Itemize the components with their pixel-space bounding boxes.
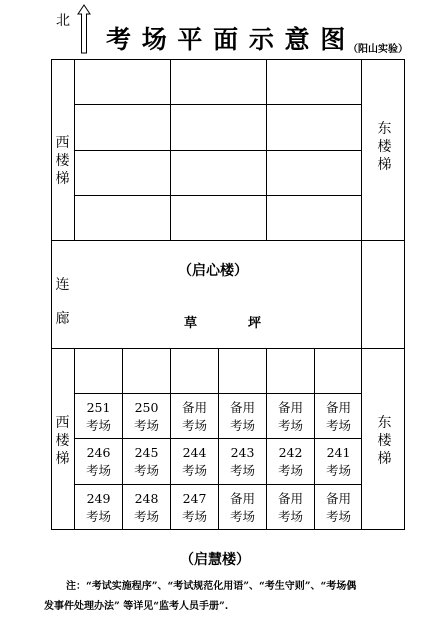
page-title: 考 场 平 面 示 意 图 bbox=[106, 25, 347, 54]
exam-room bbox=[171, 444, 218, 480]
note bbox=[44, 577, 424, 617]
exam-room-number: 备用 bbox=[277, 400, 303, 415]
exam-room-type: 考场 bbox=[133, 509, 159, 524]
exam-room-number: 备用 bbox=[229, 400, 255, 415]
exam-room-number: 备用 bbox=[229, 491, 255, 506]
exam-room-type: 考场 bbox=[325, 418, 351, 433]
exam-room-number: 备用 bbox=[277, 491, 303, 506]
exam-room-number: 247 bbox=[182, 491, 207, 506]
qixin-building-label: （启心楼） bbox=[178, 263, 248, 279]
exam-room bbox=[315, 399, 362, 435]
exam-room-number: 245 bbox=[134, 445, 159, 460]
exam-room-number: 249 bbox=[86, 491, 111, 506]
exam-room bbox=[267, 490, 314, 526]
exam-room-type: 考场 bbox=[133, 463, 159, 478]
exam-room-type: 考场 bbox=[181, 418, 207, 433]
west-stairs-south: 西楼梯 bbox=[55, 415, 70, 467]
exam-room bbox=[267, 399, 314, 435]
qihui-building-label: （启慧楼） bbox=[180, 552, 250, 568]
exam-room-number: 242 bbox=[278, 445, 303, 460]
exam-room bbox=[171, 399, 218, 435]
exam-room-number: 246 bbox=[86, 445, 111, 460]
exam-room-type: 考场 bbox=[229, 418, 255, 433]
exam-room-type: 考场 bbox=[85, 418, 111, 433]
corridor-label: 连廊 bbox=[55, 277, 70, 327]
lawn-label: 草 坪 bbox=[184, 316, 276, 331]
exam-room bbox=[171, 490, 218, 526]
exam-room-type: 考场 bbox=[181, 463, 207, 478]
exam-room-type: 考场 bbox=[133, 418, 159, 433]
exam-room-number: 备用 bbox=[325, 400, 351, 415]
exam-room-type: 考场 bbox=[277, 418, 303, 433]
exam-room-number: 备用 bbox=[325, 491, 351, 506]
exam-room-number: 248 bbox=[134, 491, 159, 506]
exam-room bbox=[219, 399, 266, 435]
exam-room bbox=[219, 444, 266, 480]
school-label: （阳山实验） bbox=[348, 44, 408, 55]
exam-room-type: 考场 bbox=[277, 463, 303, 478]
exam-room-type: 考场 bbox=[277, 509, 303, 524]
exam-room-type: 考场 bbox=[229, 463, 255, 478]
exam-room bbox=[315, 490, 362, 526]
east-stairs-south: 东楼梯 bbox=[377, 415, 392, 467]
exam-room-number: 251 bbox=[86, 400, 111, 415]
exam-room-type: 考场 bbox=[325, 463, 351, 478]
exam-room bbox=[219, 490, 266, 526]
exam-room bbox=[123, 444, 170, 480]
exam-room bbox=[267, 444, 314, 480]
exam-room bbox=[75, 444, 122, 480]
exam-room-type: 考场 bbox=[181, 509, 207, 524]
exam-room bbox=[75, 490, 122, 526]
west-stairs-north: 西楼梯 bbox=[55, 135, 70, 187]
exam-room-type: 考场 bbox=[325, 509, 351, 524]
exam-room-number: 备用 bbox=[181, 400, 207, 415]
exam-room-number: 243 bbox=[230, 445, 255, 460]
exam-room-type: 考场 bbox=[229, 509, 255, 524]
exam-room-type: 考场 bbox=[85, 463, 111, 478]
exam-room-number: 241 bbox=[326, 445, 351, 460]
exam-room bbox=[123, 490, 170, 526]
north-arrow-icon bbox=[77, 4, 91, 54]
east-stairs-north: 东楼梯 bbox=[377, 121, 392, 173]
note-label: 注 bbox=[66, 581, 76, 592]
exam-room bbox=[75, 399, 122, 435]
exam-room bbox=[123, 399, 170, 435]
exam-room-type: 考场 bbox=[85, 509, 111, 524]
note-line-1: ：“考试实施程序”、“考试规范化用语”、“考生守则”、“考场偶 bbox=[76, 581, 357, 592]
exam-room-number: 250 bbox=[134, 400, 159, 415]
north-label: 北 bbox=[56, 13, 70, 29]
classroom-grid-north bbox=[75, 60, 361, 240]
note-line-2: 发事件处理办法” 等详见“监考人员手册”. bbox=[44, 601, 229, 612]
exam-room-number: 244 bbox=[182, 445, 207, 460]
exam-room bbox=[315, 444, 362, 480]
